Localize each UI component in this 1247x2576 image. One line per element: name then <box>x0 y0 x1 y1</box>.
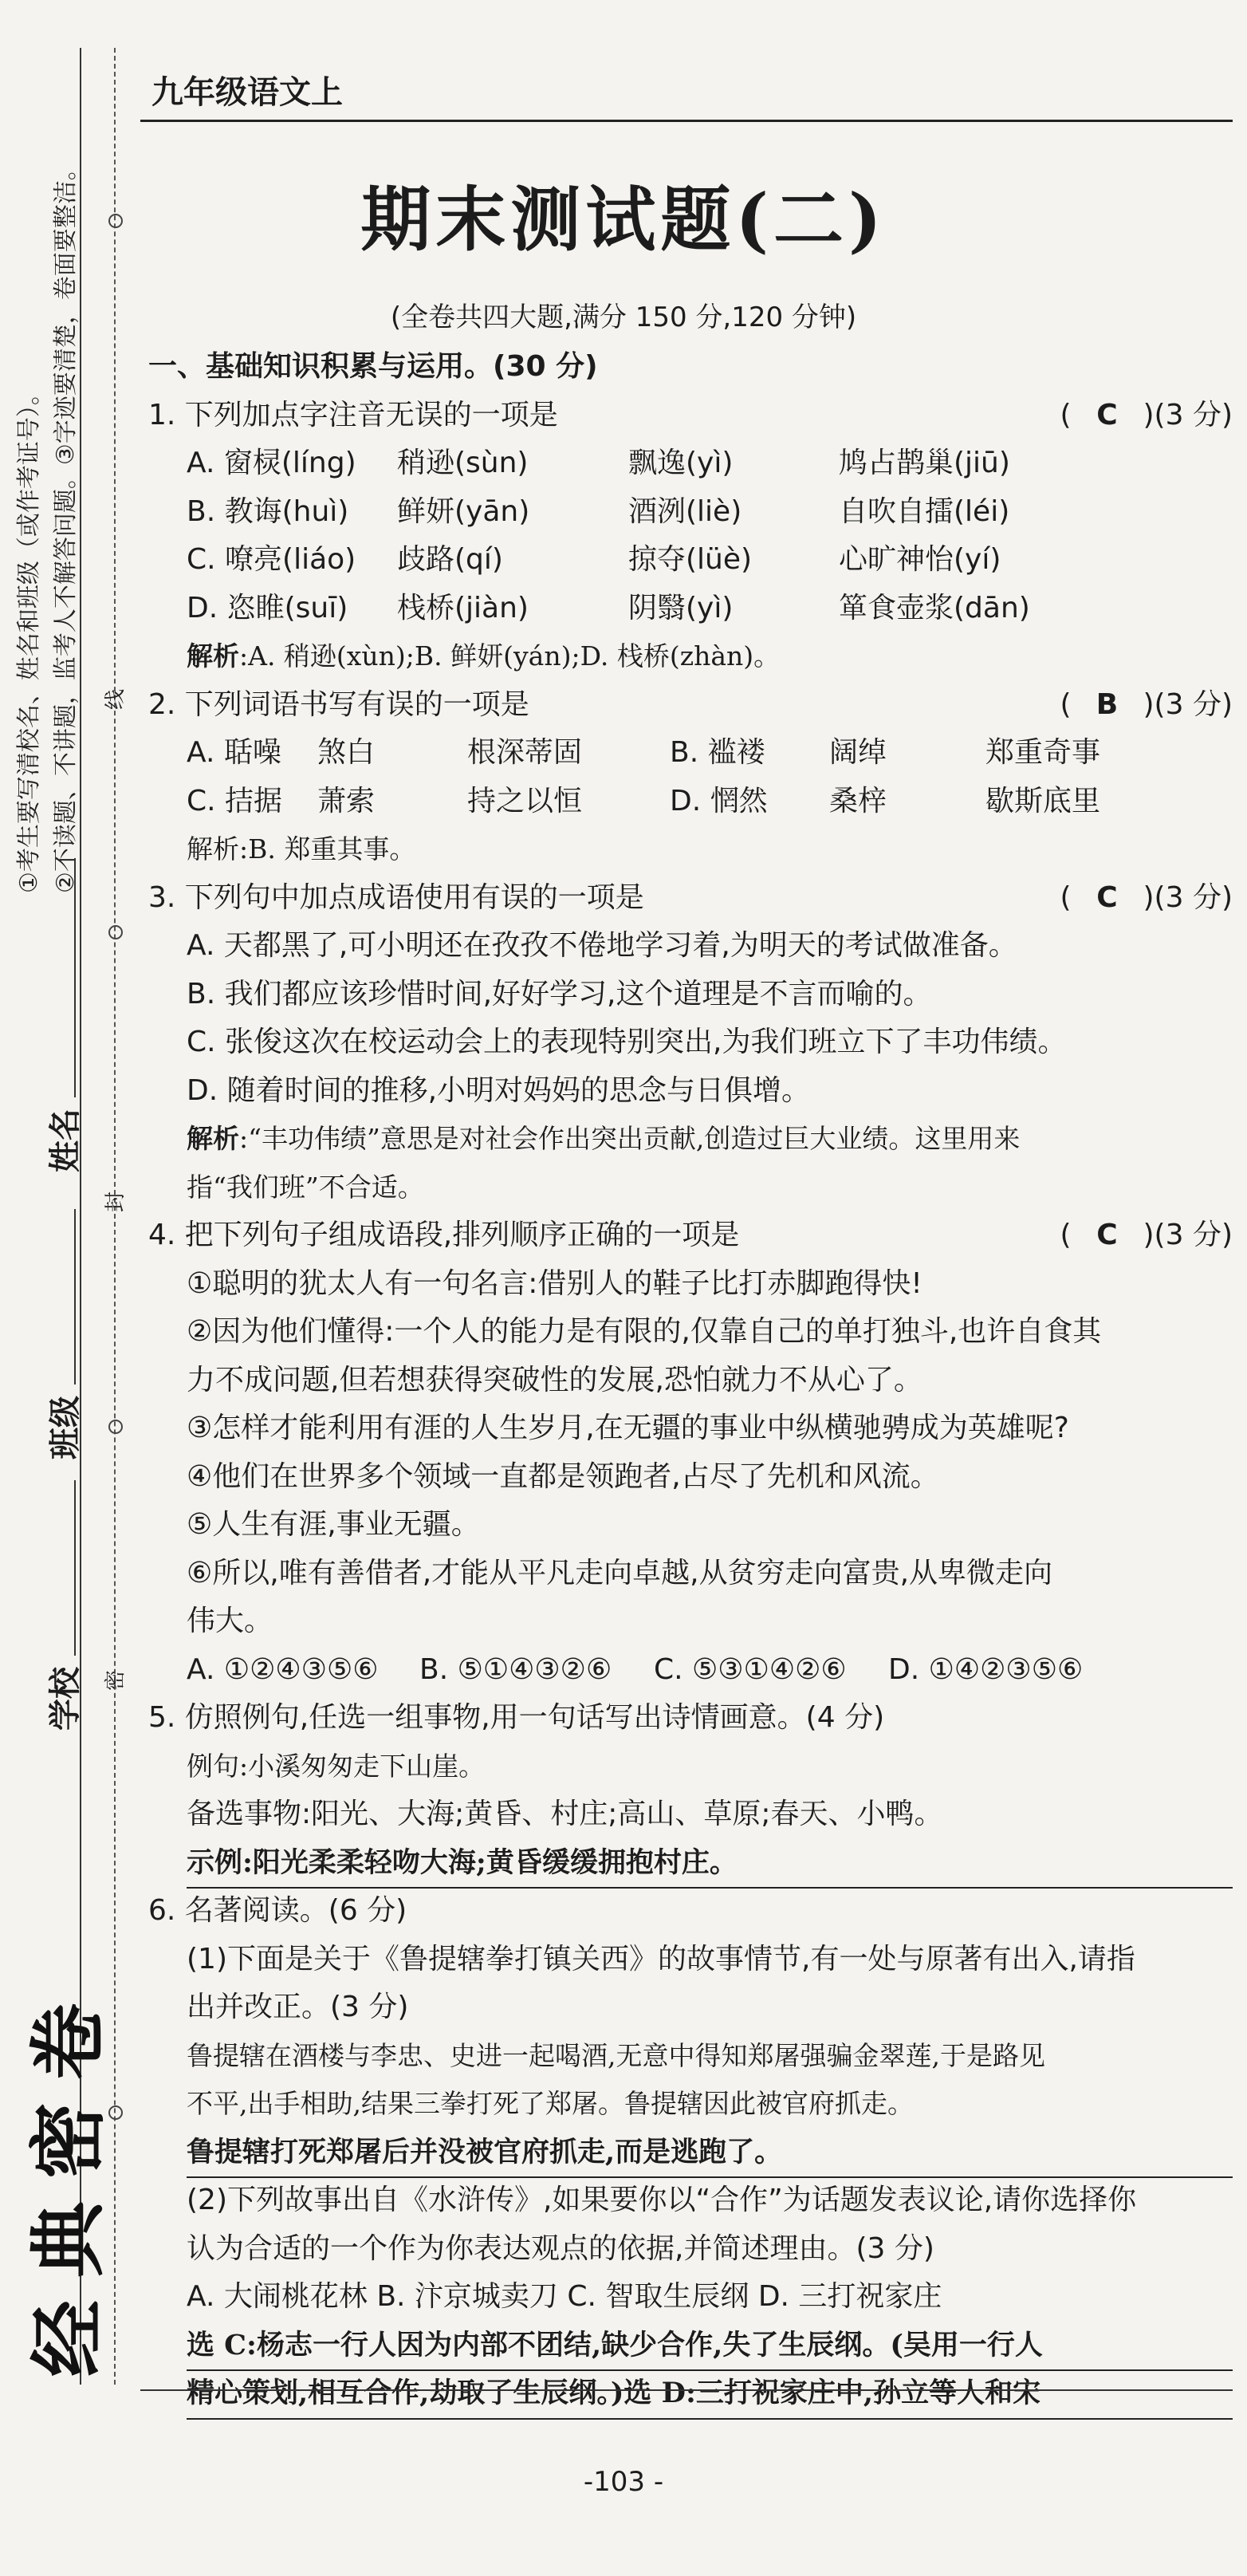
exam-content <box>148 343 1233 2418</box>
option-cell: 阔绰 <box>829 736 887 769</box>
option-cell: 桑梓 <box>829 784 887 817</box>
option-cell: 鸠占鹊巢(jiū) <box>839 447 1010 479</box>
option-row <box>148 536 1233 585</box>
option-cell: 自吹自擂(léi) <box>839 494 1010 528</box>
answer-box: ( C )(3 分) <box>1060 392 1233 440</box>
series-seal: 经典密卷 <box>23 1981 113 2377</box>
page-title: 期末测试题(二) <box>360 178 887 261</box>
option-cell: 煞白 <box>317 736 376 769</box>
story-text: 鲁提辖在酒楼与李忠、史进一起喝酒,无意中得知郑屠强骗金翠莲,于是路见 <box>187 2039 1045 2071</box>
written-answer: 鲁提辖打死郑屠后并没被官府抓走,而是逃跑了。 <box>187 2129 1233 2179</box>
option-d: D. ①④②③⑤⑥ <box>888 1652 1084 1686</box>
answer-letter: C <box>1096 1219 1118 1251</box>
option-c: C. ⑤③①④②⑥ <box>654 1652 847 1686</box>
option-cell: A. 窗棂(líng) <box>187 447 356 479</box>
option-cell: 萧索 <box>317 784 376 817</box>
choice-items: 备选事物:阳光、大海;黄昏、村庄;高山、草原;春天、小鸭。 <box>187 1798 943 1830</box>
answer-box: ( C )(3 分) <box>1060 874 1233 923</box>
option-cell: C. 嘹亮(liáo) <box>187 543 356 576</box>
written-answer: 示例:阳光柔柔轻吻大海;黄昏缓缓拥抱村庄。 <box>187 1839 1233 1889</box>
answer-line <box>148 2129 1233 2177</box>
school-label: 学校 <box>47 1667 84 1731</box>
exam-note-2: ②不读题、不讲题，监考人不解答问题。③字迹要清楚，卷面要整洁。 <box>52 156 80 893</box>
story-text: 不平,出手相助,结果三拳打死了郑屠。鲁提辖因此被官府抓走。 <box>187 2088 914 2119</box>
sentence: ④他们在世界多个领域一直都是领跑者,占尽了先机和风流。 <box>187 1459 939 1493</box>
option-a: A. ①②④③⑤⑥ <box>187 1652 379 1686</box>
option-cell: 酒洌(liè) <box>628 494 742 528</box>
option-cell: 歧路(qí) <box>397 543 503 576</box>
written-answer: 选 C:杨志一行人因为内部不团结,缺少合作,失了生辰纲。(吴用一行人 <box>187 2322 1233 2372</box>
option-cell: 稍逊(sùn) <box>397 447 529 479</box>
question-stem: 2. 下列词语书写有误的一项是 <box>148 687 529 721</box>
option-line: D. 随着时间的推移,小明对妈妈的思念与日俱增。 <box>187 1073 811 1107</box>
option-cell: 鲜妍(yān) <box>397 494 530 528</box>
line-mark: 线 <box>104 688 128 710</box>
score: (3 分) <box>1154 1219 1233 1251</box>
question-3 <box>148 874 1233 923</box>
option-cell: 心旷神怡(yí) <box>839 543 1001 576</box>
option-row <box>148 439 1233 488</box>
option-cell: B. 褴褛 <box>670 736 765 769</box>
question-6: 6. 名著阅读。(6 分) <box>148 1894 407 1927</box>
option-cell: 箪食壶浆(dān) <box>839 591 1030 624</box>
answer-box: ( C )(3 分) <box>1060 1211 1233 1260</box>
option-row <box>148 1646 1233 1695</box>
footer-rule <box>140 2389 1233 2391</box>
score: (3 分) <box>1154 880 1233 914</box>
binding-hole <box>108 925 123 939</box>
option-cell: 阴翳(yì) <box>628 591 734 624</box>
school-field[interactable] <box>40 1480 85 1731</box>
option-cell: B. 教诲(huì) <box>187 494 349 528</box>
option-cell: 郑重奇事 <box>985 736 1101 769</box>
score: (3 分) <box>1154 687 1233 721</box>
exam-info: (全卷共四大题,满分 150 分,120 分钟) <box>390 301 857 333</box>
class-field[interactable] <box>40 1209 85 1459</box>
sentence: ⑤人生有涯,事业无疆。 <box>187 1508 480 1541</box>
section-heading: 一、基础知识积累与运用。(30 分) <box>148 350 598 383</box>
explanation: 解析:“丰功伟绩”意思是对社会作出突出贡献,创造过巨大业绩。这里用来 <box>187 1123 1021 1154</box>
option-row <box>148 729 1233 778</box>
grade-label: 九年级语文上 <box>151 74 343 111</box>
question-2 <box>148 681 1233 730</box>
explanation-label: 解析 <box>187 640 239 672</box>
option-line: C. 张俊这次在校运动会上的表现特别突出,为我们班立下了丰功伟绩。 <box>187 1026 1067 1058</box>
question-4 <box>148 1211 1233 1260</box>
class-label: 班级 <box>47 1396 84 1459</box>
option-cell: 掠夺(lüè) <box>628 543 753 576</box>
option-b: B. ⑤①④③②⑥ <box>419 1652 612 1686</box>
exam-notes <box>11 156 85 893</box>
answer-box: ( B )(3 分) <box>1060 681 1233 730</box>
example-sentence: 例句:小溪匆匆走下山崖。 <box>187 1750 486 1782</box>
option-cell: 根深蒂固 <box>467 736 583 769</box>
option-cell: C. 拮据 <box>187 784 283 817</box>
page-number: -103 - <box>583 2466 664 2498</box>
option-cell: D. 恣睢(suī) <box>187 591 348 624</box>
sentence-cont: 力不成问题,但若想获得突破性的发展,恐怕就力不从心了。 <box>187 1363 922 1396</box>
explanation-cont: 指“我们班”不合适。 <box>187 1171 424 1203</box>
answer-letter: B <box>1096 687 1119 721</box>
sentence: ③怎样才能利用有涯的人生岁月,在无疆的事业中纵横驰骋成为英雄呢? <box>187 1412 1069 1444</box>
option-line: B. 我们都应该珍惜时间,好好学习,这个道理是不言而喻的。 <box>187 977 932 1010</box>
written-answer: 精心策划,相互合作,劫取了生辰纲。)选 D:三打祝家庄中,孙立等人和宋 <box>187 2369 1233 2420</box>
option-line: A. 天都黑了,可小明还在孜孜不倦地学习着,为明天的考试做准备。 <box>187 929 1017 962</box>
question-5: 5. 仿照例句,任选一组事物,用一句话写出诗情画意。(4 分) <box>148 1701 885 1734</box>
option-cell: 飘逸(yì) <box>628 447 734 479</box>
story-options: A. 大闹桃花林 B. 汴京城卖刀 C. 智取生辰纲 D. 三打祝家庄 <box>187 2280 942 2313</box>
explanation-label: 解析 <box>187 1123 239 1154</box>
sentence: ⑥所以,唯有善借者,才能从平凡走向卓越,从贫穷走向富贵,从卑微走向 <box>187 1556 1053 1589</box>
answer-line <box>148 2369 1233 2418</box>
option-cell: 持之以恒 <box>467 784 583 817</box>
answer-letter: C <box>1096 398 1118 431</box>
option-cell: 歇斯底里 <box>985 784 1101 817</box>
question-stem: 4. 把下列句子组成语段,排列顺序正确的一项是 <box>148 1219 740 1251</box>
sentence: ①聪明的犹太人有一句名言:借别人的鞋子比打赤脚跑得快! <box>187 1266 922 1300</box>
option-row <box>148 488 1233 537</box>
score: (3 分) <box>1154 398 1233 431</box>
seal-mark: 封 <box>104 1191 128 1212</box>
binding-hole <box>108 1420 123 1434</box>
question-stem: 1. 下列加点字注音无误的一项是 <box>148 398 558 431</box>
explanation: 解析:A. 稍逊(xùn);B. 鲜妍(yán);D. 栈桥(zhàn)。 <box>187 640 781 672</box>
option-row <box>148 585 1233 633</box>
subquestion: (1)下面是关于《鲁提辖拳打镇关西》的故事情节,有一处与原著有出入,请指 <box>187 1942 1135 1975</box>
question-1 <box>148 392 1233 440</box>
subquestion: (2)下列故事出自《水浒传》,如果要你以“合作”为话题发表议论,请你选择你 <box>187 2184 1137 2216</box>
option-cell: A. 聒噪 <box>187 736 281 769</box>
explanation: 解析:B. 郑重其事。 <box>187 833 416 865</box>
answer-letter: C <box>1096 880 1118 914</box>
answer-line <box>148 2322 1233 2370</box>
option-row <box>148 778 1233 826</box>
header-rule <box>140 120 1233 122</box>
exam-note-1: ①考生要写清校名、姓名和班级（或作考证号）。 <box>15 381 43 893</box>
subquestion-cont: 出并改正。(3 分) <box>187 1991 409 2023</box>
sentence-cont: 伟大。 <box>187 1605 273 1637</box>
name-field[interactable] <box>40 858 85 1172</box>
sentence: ②因为他们懂得:一个人的能力是有限的,仅靠自己的单打独斗,也许自食其 <box>187 1315 1102 1348</box>
answer-line <box>148 1839 1233 1888</box>
secret-mark: 密 <box>104 1669 128 1691</box>
option-cell: D. 惘然 <box>670 784 768 817</box>
subquestion-cont: 认为合适的一个作为你表达观点的依据,并简述理由。(3 分) <box>187 2231 934 2265</box>
name-label: 姓名 <box>47 1109 84 1172</box>
question-stem: 3. 下列句中加点成语使用有误的一项是 <box>148 880 644 914</box>
option-cell: 栈桥(jiàn) <box>397 591 529 624</box>
